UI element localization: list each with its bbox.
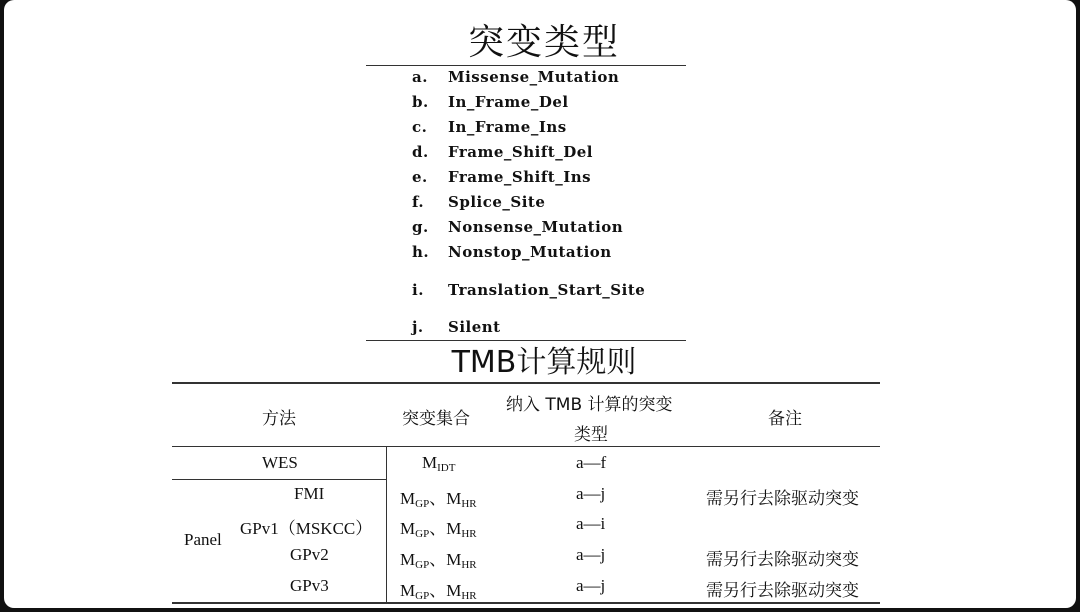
- row-mutation-set: $M_{GP}$、$M_{HR}$: [400, 581, 477, 602]
- row-mutation-set: $M_{GP}$、$M_{HR}$: [400, 550, 477, 571]
- table-divider: [386, 447, 387, 602]
- list-item: c. In_Frame_Ins: [412, 118, 567, 136]
- header-types-line2: 类型: [574, 425, 608, 445]
- row-note: 需另行去除驱动突变: [706, 489, 859, 508]
- list-item: i. Translation_Start_Site: [412, 281, 646, 299]
- mutation-types-title: 突变类型: [467, 22, 620, 63]
- row-method: GPv3: [290, 576, 329, 595]
- row-note: 需另行去除驱动突变: [706, 581, 859, 600]
- row-types: a—j: [576, 576, 606, 595]
- row-method: GPv2: [290, 545, 329, 564]
- list-item: g. Nonsense_Mutation: [412, 218, 624, 236]
- row-mutation-set: $M_{GP}$、$M_{HR}$: [400, 489, 477, 510]
- table-rule-header: [172, 446, 880, 447]
- table-rule-bottom: [172, 602, 880, 604]
- table-rule-top: [172, 382, 880, 384]
- panel-label: Panel: [184, 530, 222, 549]
- tmb-rules-title: TMB计算规则: [451, 345, 637, 380]
- list-item: b. In_Frame_Del: [412, 93, 569, 111]
- slide: [4, 0, 1076, 608]
- row-types: a—f: [576, 453, 607, 472]
- row-method: GPv1（MSKCC）: [240, 519, 373, 538]
- list-item: d. Frame_Shift_Del: [412, 143, 593, 161]
- title-rule-top: [366, 65, 686, 66]
- list-item: j. Silent: [412, 318, 501, 336]
- header-notes: 备注: [768, 409, 802, 429]
- list-item: f. Splice_Site: [412, 193, 546, 211]
- row-types: a—i: [576, 514, 606, 533]
- row-method: WES: [262, 453, 298, 472]
- header-method: 方法: [262, 409, 296, 429]
- row-mutation-set: $M_{GP}$、$M_{HR}$: [400, 519, 477, 540]
- header-types-line1: 纳入 TMB 计算的突变: [506, 395, 673, 415]
- list-item: a. Missense_Mutation: [412, 68, 620, 86]
- row-method: FMI: [294, 484, 325, 503]
- header-mutation-set: 突变集合: [402, 409, 470, 429]
- list-item: h. Nonstop_Mutation: [412, 243, 612, 261]
- row-mutation-set: $M_{IDT}$: [422, 453, 456, 474]
- list-item: e. Frame_Shift_Ins: [412, 168, 592, 186]
- row-note: 需另行去除驱动突变: [706, 550, 859, 569]
- row-types: a—j: [576, 484, 606, 503]
- row-types: a—j: [576, 545, 606, 564]
- table-rule-wes: [172, 479, 386, 480]
